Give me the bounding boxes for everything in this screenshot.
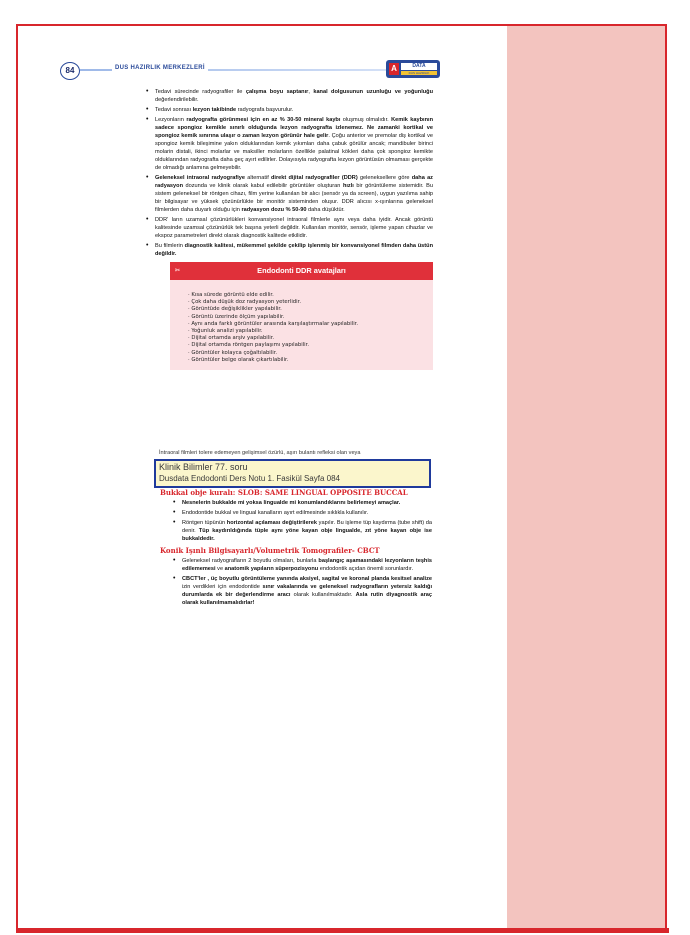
endo-advantage-item: · Çok daha düşük doz radyasyon yeterlidir.	[188, 299, 302, 306]
endo-advantage-item: · Kısa sürede görüntü elde edilir.	[188, 292, 274, 298]
cbct-bullet-item: • CBCT'ler , üç boyutlu görüntüleme yanında aksiyel, sagital ve koronal planda kesitsel analize izin verdikleri için endodontide sınır vakalarında ve geleneksel radyografların yetersiz kaldığı durumlarda ek bir değerlendirme aracı olarak kullanılmaktadır. Asla rutin diyagnostik araç olarak kullanılmamalıdırlar!	[172, 575, 432, 607]
logo-mark: A	[389, 63, 399, 75]
section-heading-slob: Bukkal obje kuralı: SLOB: SAME LINGUAL OPPOSITE BUCCAL	[160, 488, 408, 497]
side-panel	[507, 26, 665, 929]
banner-source: Dusdata Endodonti Ders Notu 1. Fasikül Sayfa 084	[159, 474, 340, 483]
logo-subtitle: DUS HAZIRLIK MERKEZLERİ	[401, 71, 437, 75]
bullet-item: • Geleneksel intraoral radyografiye alternatif direkt dijital radyografiler (DDR) geleneksellere göre daha az radyasyon dozunda ve klinik olarak kabul edilebilir görüntüler oluşturan hızlı bir görüntüleme sistemidir. Bu sistem geleneksel bir röntgen cihazı, film yerine kullanılan bir alıcı (sensör ya da screen), uygun yazılıma sahip bir bilgisayar ve yüksek çözünürlükte bir monitör sisteminden oluşur. DDR alıcısı x-ışınlarına geleneksel filmlerden daha duyarlı olduğu için radyasyon dozu % 50-90 daha düşüktür.	[145, 174, 433, 214]
header-title: DUS HAZIRLIK MERKEZLERİ	[112, 65, 208, 71]
endo-advantage-item: · Görüntü üzerinde ölçüm yapılabilir.	[188, 313, 285, 320]
bullet-item: • Bu filmlerin diagnostik kalitesi, mükemmel şekilde çekilip işlenmiş bir konvansiyonel filmden daha üstün değildir.	[145, 242, 433, 258]
slob-bullet-item: • Röntgen tüpünün horizontal açılaması değiştirilerek yapılır. Bu işleme tüp kaydırma (tube shift) da denir. Tüp kaydırıldığında tüple aynı yöne kayan obje lingualde, zıt yöne kayan obje ise bukkaldedir.	[172, 519, 432, 543]
logo-wordmark: DATA	[401, 63, 437, 70]
clipped-text: İntraoral filmleri tolere edemeyen gelişimsel özürlü, aşırı bulantı refleksi olan veya	[159, 450, 361, 456]
endo-advantage-item: · Aynı anda farklı görüntüler arasında karşılaştırmalar yapılabilir.	[188, 320, 359, 327]
clipped-text-line	[159, 452, 423, 458]
endo-advantage-item: · Görüntüde değişiklikler yapılabilir.	[188, 306, 282, 313]
cbct-bullet-list	[172, 557, 432, 607]
page-number: 84	[60, 62, 80, 80]
slob-bullet-item: • Endodontide bukkal ve lingual kanalların ayırt edilmesinde sıklıkla kullanılır.	[172, 509, 432, 517]
endo-box-list	[170, 280, 433, 370]
cbct-bullet-item: • Geleneksel radyografların 2 boyutlu olmaları, bunlarla başlangıç aşamasındaki lezyonların teşhis edilememesi ve anatomik yapıların süperpozisyonu endodontik açıdan önemli sorunlardır.	[172, 557, 432, 573]
slob-bullet-list	[172, 499, 432, 543]
endo-box-title: Endodonti DDR avatajları	[257, 266, 346, 275]
banner-question: Klinik Bilimler 77. soru	[159, 462, 248, 472]
page-bottom-border	[16, 928, 669, 933]
bullet-item: • Lezyonların radyografta görünmesi için en az % 30-50 mineral kaybı oluşmuş olmalıdır. Kemik kaybının sadece spongioz kemikle sınırlı olduğunda lezyon radyografta izlenemez. Ne zamanki kortikal ve spongioz kemik sınırına ulaşır o zaman lezyon görünür hale gelir. Çoğu anterior ve premolar diş kortikal ve spongioz kemik bileşimine yakın olduklarından kemik yıkımları daha çabuk görülür ancak; mandibuler birinci molarin distali, ikinci molarlar ve maksiller molarların özellikle palatinal kökleri daha çok spongioz kemikte olduklarından radyografta daha geç ayırt edilirler. Dolayısıyla radyografta lezyon görüntüsün olmaması gerçekte de olmadığı anlamına gelmeyebilir.	[145, 116, 433, 172]
bullet-item: • DDR' ların uzamsal çözünürlükleri konvansiyonel intraoral filmlerle aynı veya daha iyidir. Ancak görüntü kalitesinde uzamsal çözünürlük tek başına yeterli değildir. Kullanılan monitör, sensör, işleme yapan cihazlar ve ekspoz parametreleri direkt olarak diagnostik kalitede etkilidir.	[145, 216, 433, 240]
endo-ddr-box	[170, 262, 433, 370]
endo-box-header	[170, 262, 433, 280]
lower-content	[160, 488, 432, 609]
dusdata-logo	[386, 60, 440, 78]
section-heading-cbct: Konik Işınlı Bilgisayarlı/Volumetrik Tomografiler- CBCT	[160, 546, 380, 555]
endo-advantage-item: · Görüntüler belge olarak çıkartılabilir.	[188, 356, 289, 363]
source-banner	[154, 459, 431, 488]
endo-advantage-item: · Dijital ortamda arşiv yapılabilir.	[188, 335, 275, 342]
page-header	[60, 60, 440, 80]
endo-advantage-item: · Dijital ortamda röntgen paylaşımı yapılabilir.	[188, 342, 310, 349]
endo-advantage-item: · Yoğunluk analizi yapılabilir.	[188, 328, 263, 335]
main-content	[145, 88, 433, 370]
endo-advantage-item: · Görüntüler kolayca çoğaltılabilir.	[188, 349, 278, 356]
top-bullet-list	[145, 88, 433, 258]
slob-bullet-item: • Nesnelerin bukkalde mi yoksa lingualde mi konumlandıklarını belirlemeyi amaçlar.	[172, 499, 432, 507]
bullet-item: • Tedavi sonrası lezyon takibinde radyografa başvurulur.	[145, 106, 433, 114]
bullet-item: • Tedavi sürecinde radyografiler ile çalışma boyu saptanır, kanal dolgusunun uzunluğu ve yoğunluğu değerlendirilebilir.	[145, 88, 433, 104]
scissors-icon: ✂	[175, 268, 181, 274]
